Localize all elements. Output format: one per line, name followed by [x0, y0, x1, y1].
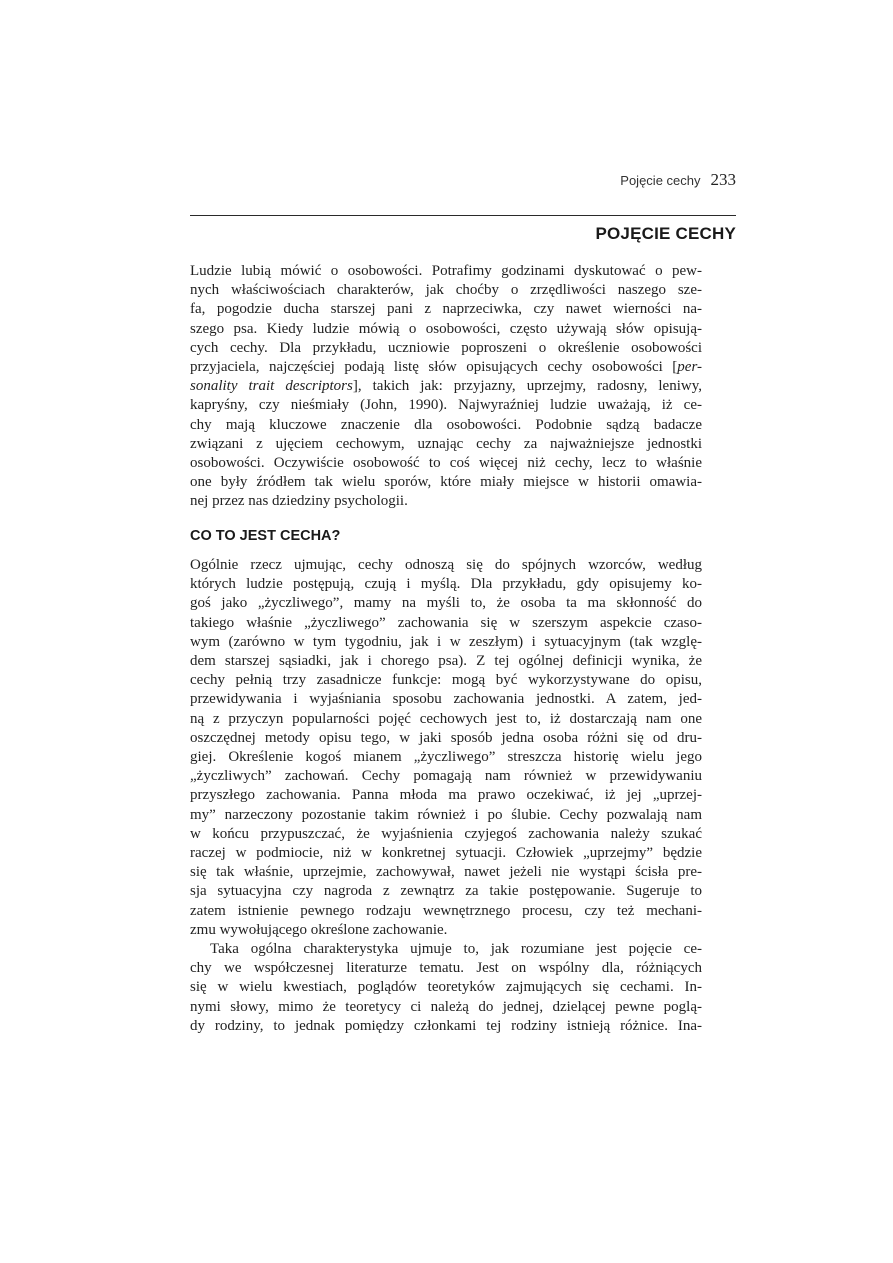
text-line: one były źródłem tak wielu sporów, które miały miejsce w historii omawia- — [190, 474, 702, 491]
text-line: „życzliwych” zachowań. Cechy pomagają nam również w przewidywaniu — [190, 768, 702, 785]
header-rule — [190, 215, 736, 216]
text-line: dy rodziny, to jednak pomiędzy członkami tej rodziny istnieją różnice. Ina- — [190, 1017, 702, 1034]
text-line: takiego właśnie „życzliwego” zachowania się w szerszym aspekcie czaso- — [190, 614, 702, 631]
text-line: sja sytuacyjna czy nagroda z zewnątrz za takie postępowanie. Sugeruje to — [190, 883, 702, 900]
text-line: Ludzie lubią mówić o osobowości. Potrafimy godzinami dyskutować o pew- — [190, 263, 702, 279]
text-line: przyszłego zachowania. Panna młoda ma prawo oczekiwać, iż jej „uprzej- — [190, 787, 702, 804]
text-line: cechy pełnią trzy zasadnicze funkcje: mogą być wykorzystywane do opisu, — [190, 672, 702, 689]
text-line: się w wielu kwestiach, poglądów teoretyków zajmujących się cechami. In- — [190, 979, 702, 996]
text-line: giej. Określenie kogoś mianem „życzliwego” streszcza historię wielu jego — [190, 749, 702, 766]
section-title: POJĘCIE CECHY — [595, 224, 736, 243]
text-line: zmu wywołującego określone zachowanie. — [190, 921, 448, 938]
text-fragment: przyjaciela, najczęściej podają listę słów opisujących cechy osobowości [ — [190, 359, 678, 376]
text-line: szego psa. Kiedy ludzie mówią o osobowości, często używają słów opisują- — [190, 320, 702, 337]
text-line: Taka ogólna charakterystyka ujmuje to, jak rozumiane jest pojęcie ce- — [210, 941, 702, 957]
running-head — [620, 170, 736, 190]
text-line: goś jako „życzliwego”, mamy na myśli to, że osoba ta ma skłonność do — [190, 595, 702, 612]
text-line: nej przez nas dziedziny psychologii. — [190, 493, 408, 510]
text-line: się tak właśnie, uprzejmie, zachowywał, nawet jeżeli nie wystąpi ścisła pre- — [190, 864, 702, 881]
text-line: kapryśny, czy nieśmiały (John, 1990). Najwyraźniej ludzie uważają, iż ce- — [190, 397, 702, 414]
text-line: chy we współczesnej literaturze tematu. Jest on wspólny dla, różniących — [190, 960, 702, 977]
text-line — [190, 377, 702, 396]
text-line: oszczędnej metody opisu tego, w jaki sposób jedna osoba różni się od dru- — [190, 729, 702, 746]
text-fragment: ], takich jak: przyjazny, uprzejmy, radosny, leniwy, — [352, 378, 702, 395]
text-line: raczej w podmiocie, niż w konkretnej sytuacji. Człowiek „uprzejmy” będzie — [190, 845, 702, 862]
text-line: których ludzie postępują, czują i myślą. Dla przykładu, gdy opisujemy ko- — [190, 576, 702, 593]
body-paragraph-2 — [190, 940, 702, 1036]
text-line: Ogólnie rzecz ujmując, cechy odnoszą się do spójnych wzorców, według — [190, 557, 702, 573]
text-line — [190, 358, 702, 377]
text-line: dem starszej sąsiadki, jak i chorego psa). Z tej ogólnej definicji wynika, że — [190, 653, 702, 670]
text-line: zatem istnienie pewnego rodzaju wewnętrznego procesu, czy też mechani- — [190, 902, 702, 919]
intro-paragraph — [190, 262, 702, 512]
subsection-title: CO TO JEST CECHA? — [190, 528, 341, 544]
text-line: nych właściwościach charakterów, jak choćby o zrzędliwości naszego sze- — [190, 282, 702, 299]
text-line: fa, pogodzie ducha starszej pani z naprzeciwka, czy nawet wierności na- — [190, 301, 702, 318]
running-title: Pojęcie cechy — [620, 173, 701, 188]
text-line: przewidywania i wyjaśniania sposobu zachowania jednostki. A zatem, jed- — [190, 691, 702, 708]
text-line: osobowości. Oczywiście osobowość to coś więcej niż cechy, lecz to właśnie — [190, 455, 702, 472]
body-paragraph-1 — [190, 556, 702, 940]
text-line: wym (zarówno w tym tygodniu, jak i w zeszłym) i sytuacyjnym (tak wzglę- — [190, 633, 702, 650]
text-line: nymi słowy, mimo że teoretycy ci należą do jednej, dzielącej pewne poglą- — [190, 998, 702, 1015]
english-term-part2: sonality trait descriptors — [190, 378, 353, 395]
page-number: 233 — [710, 170, 736, 189]
text-line: w końcu przypuszczać, że wyjaśnienia czyjegoś zachowania należy szukać — [190, 825, 702, 842]
english-term-part1: per- — [677, 359, 702, 376]
text-line: cych cechy. Dla przykładu, uczniowie poproszeni o określenie osobowości — [190, 339, 702, 356]
text-line: my” narzeczony pozostanie takim również i po ślubie. Cechy pozwalają nam — [190, 806, 702, 823]
text-line: chy mają kluczowe znaczenie dla osobowości. Podobnie sądzą badacze — [190, 416, 702, 433]
text-line: ną z przyczyn popularności pojęć cechowych jest to, iż dostarczają nam one — [190, 710, 702, 727]
text-line: związani z ujęciem cechowym, uznając cechy za najważniejsze jednostki — [190, 435, 702, 452]
